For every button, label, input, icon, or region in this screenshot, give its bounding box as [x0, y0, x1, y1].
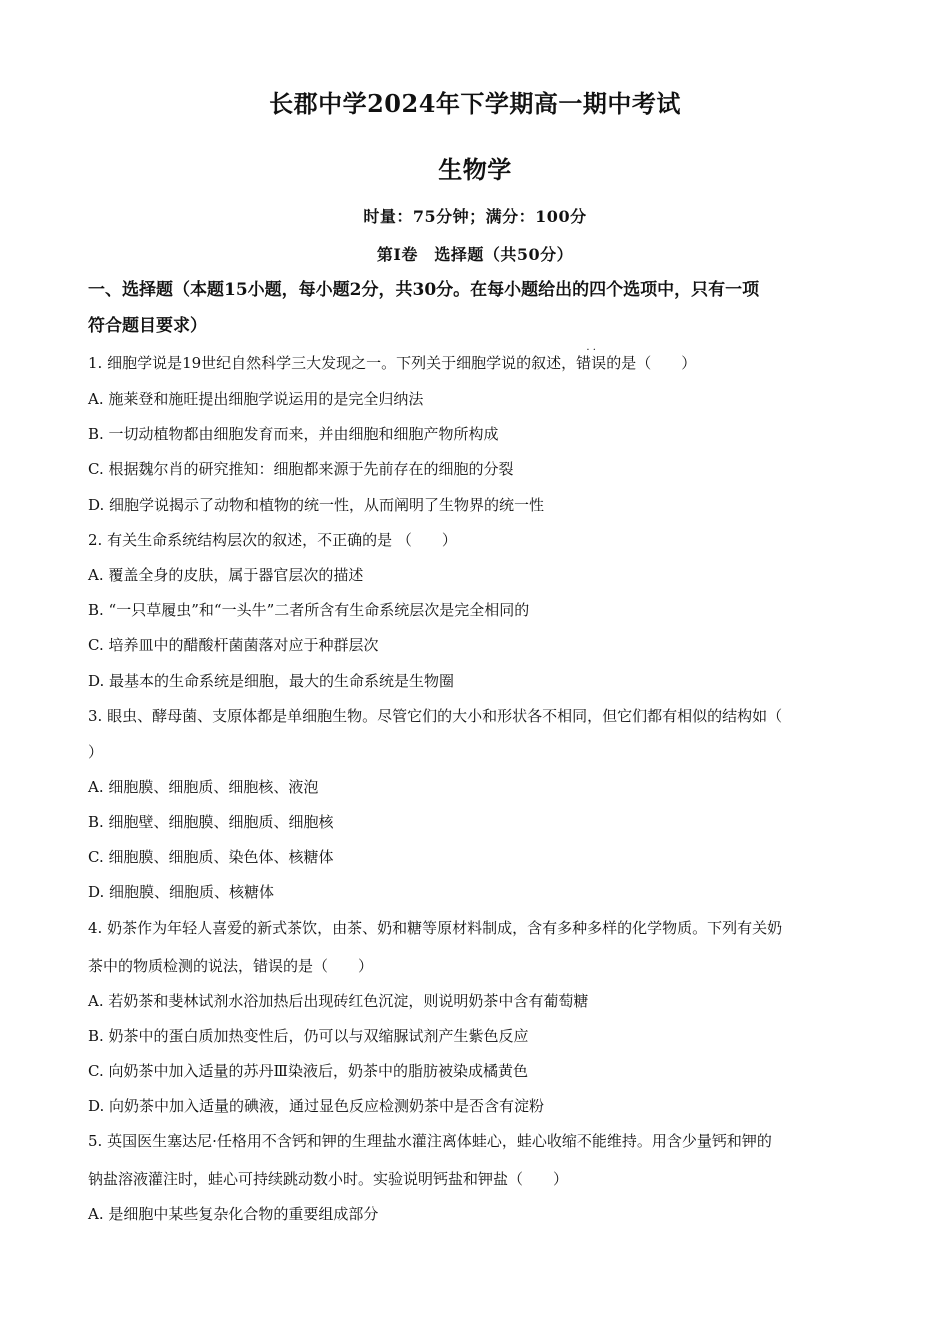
- section-heading-line-2: 符合题目要求）: [88, 316, 207, 336]
- question-1-option-a: A. 施莱登和施旺提出细胞学说运用的是完全归纳法: [88, 390, 424, 408]
- question-4-stem-cont: 茶中的物质检测的说法，错误的是（ ）: [88, 957, 374, 975]
- question-1-option-b: B. 一切动植物都由细胞发育而来，并由细胞和细胞产物所构成: [88, 425, 499, 443]
- section-heading-line-1: 一、选择题（本题15小题，每小题2分，共30分。在每小题给出的四个选项中，只有一项: [88, 280, 760, 300]
- question-2-stem: 2. 有关生命系统结构层次的叙述，不正确的是 （ ）: [88, 531, 457, 549]
- question-1-option-d: D. 细胞学说揭示了动物和植物的统一性，从而阐明了生物界的统一性: [88, 496, 545, 514]
- question-2-option-d: D. 最基本的生命系统是细胞，最大的生命系统是生物圈: [88, 672, 455, 690]
- question-3-option-d: D. 细胞膜、细胞质、核糖体: [88, 883, 275, 901]
- emphasis-mark: · · 错误: [576, 345, 607, 372]
- question-1-option-c: C. 根据魏尔肖的研究推知：细胞都来源于先前存在的细胞的分裂: [88, 460, 514, 478]
- question-2-option-a: A. 覆盖全身的皮肤，属于器官层次的描述: [88, 566, 364, 584]
- question-3-option-a: A. 细胞膜、细胞质、细胞核、液泡: [88, 778, 319, 796]
- question-5-stem: 5. 英国医生塞达尼·任格用不含钙和钾的生理盐水灌注离体蛙心，蛙心收缩不能维持。用含少量钙和钾的: [88, 1132, 772, 1150]
- question-3-option-b: B. 细胞壁、细胞膜、细胞质、细胞核: [88, 813, 334, 831]
- question-1-stem: 1. 细胞学说是19世纪自然科学三大发现之一。下列关于细胞学说的叙述， · · 错误的是（ ）: [88, 345, 697, 372]
- question-5-option-a: A. 是细胞中某些复杂化合物的重要组成部分: [88, 1205, 379, 1223]
- subject-title: 生物学: [438, 155, 512, 184]
- question-3-option-c: C. 细胞膜、细胞质、染色体、核糖体: [88, 848, 334, 866]
- question-4-option-c: C. 向奶茶中加入适量的苏丹Ⅲ染液后，奶茶中的脂肪被染成橘黄色: [88, 1062, 528, 1080]
- question-4-option-b: B. 奶茶中的蛋白质加热变性后，仍可以与双缩脲试剂产生紫色反应: [88, 1027, 529, 1045]
- question-3-stem: 3. 眼虫、酵母菌、支原体都是单细胞生物。尽管它们的大小和形状各不相同，但它们都有相似的结构如（: [88, 707, 783, 725]
- exam-title: 长郡中学2024年下学期高一期中考试: [269, 89, 681, 118]
- question-2-option-b: B. “一只草履虫”和“一头牛”二者所含有生命系统层次是完全相同的: [88, 601, 530, 619]
- volume-heading: 第Ⅰ卷 选择题（共50分）: [376, 245, 574, 264]
- question-2-option-c: C. 培养皿中的醋酸杆菌菌落对应于种群层次: [88, 636, 379, 654]
- question-4-stem: 4. 奶茶作为年轻人喜爱的新式茶饮，由茶、奶和糖等原材料制成，含有多种多样的化学物质。下列有关奶: [88, 919, 783, 937]
- section-heading: [88, 272, 868, 344]
- question-3-stem-cont: ）: [88, 743, 104, 761]
- question-4-option-a: A. 若奶茶和斐林试剂水浴加热后出现砖红色沉淀，则说明奶茶中含有葡萄糖: [88, 992, 589, 1010]
- time-info: 时量：75分钟；满分：100分: [363, 207, 587, 226]
- question-4-option-d: D. 向奶茶中加入适量的碘液，通过显色反应检测奶茶中是否含有淀粉: [88, 1097, 545, 1115]
- question-5-stem-cont: 钠盐溶液灌注时，蛙心可持续跳动数小时。实验说明钙盐和钾盐（ ）: [88, 1170, 569, 1188]
